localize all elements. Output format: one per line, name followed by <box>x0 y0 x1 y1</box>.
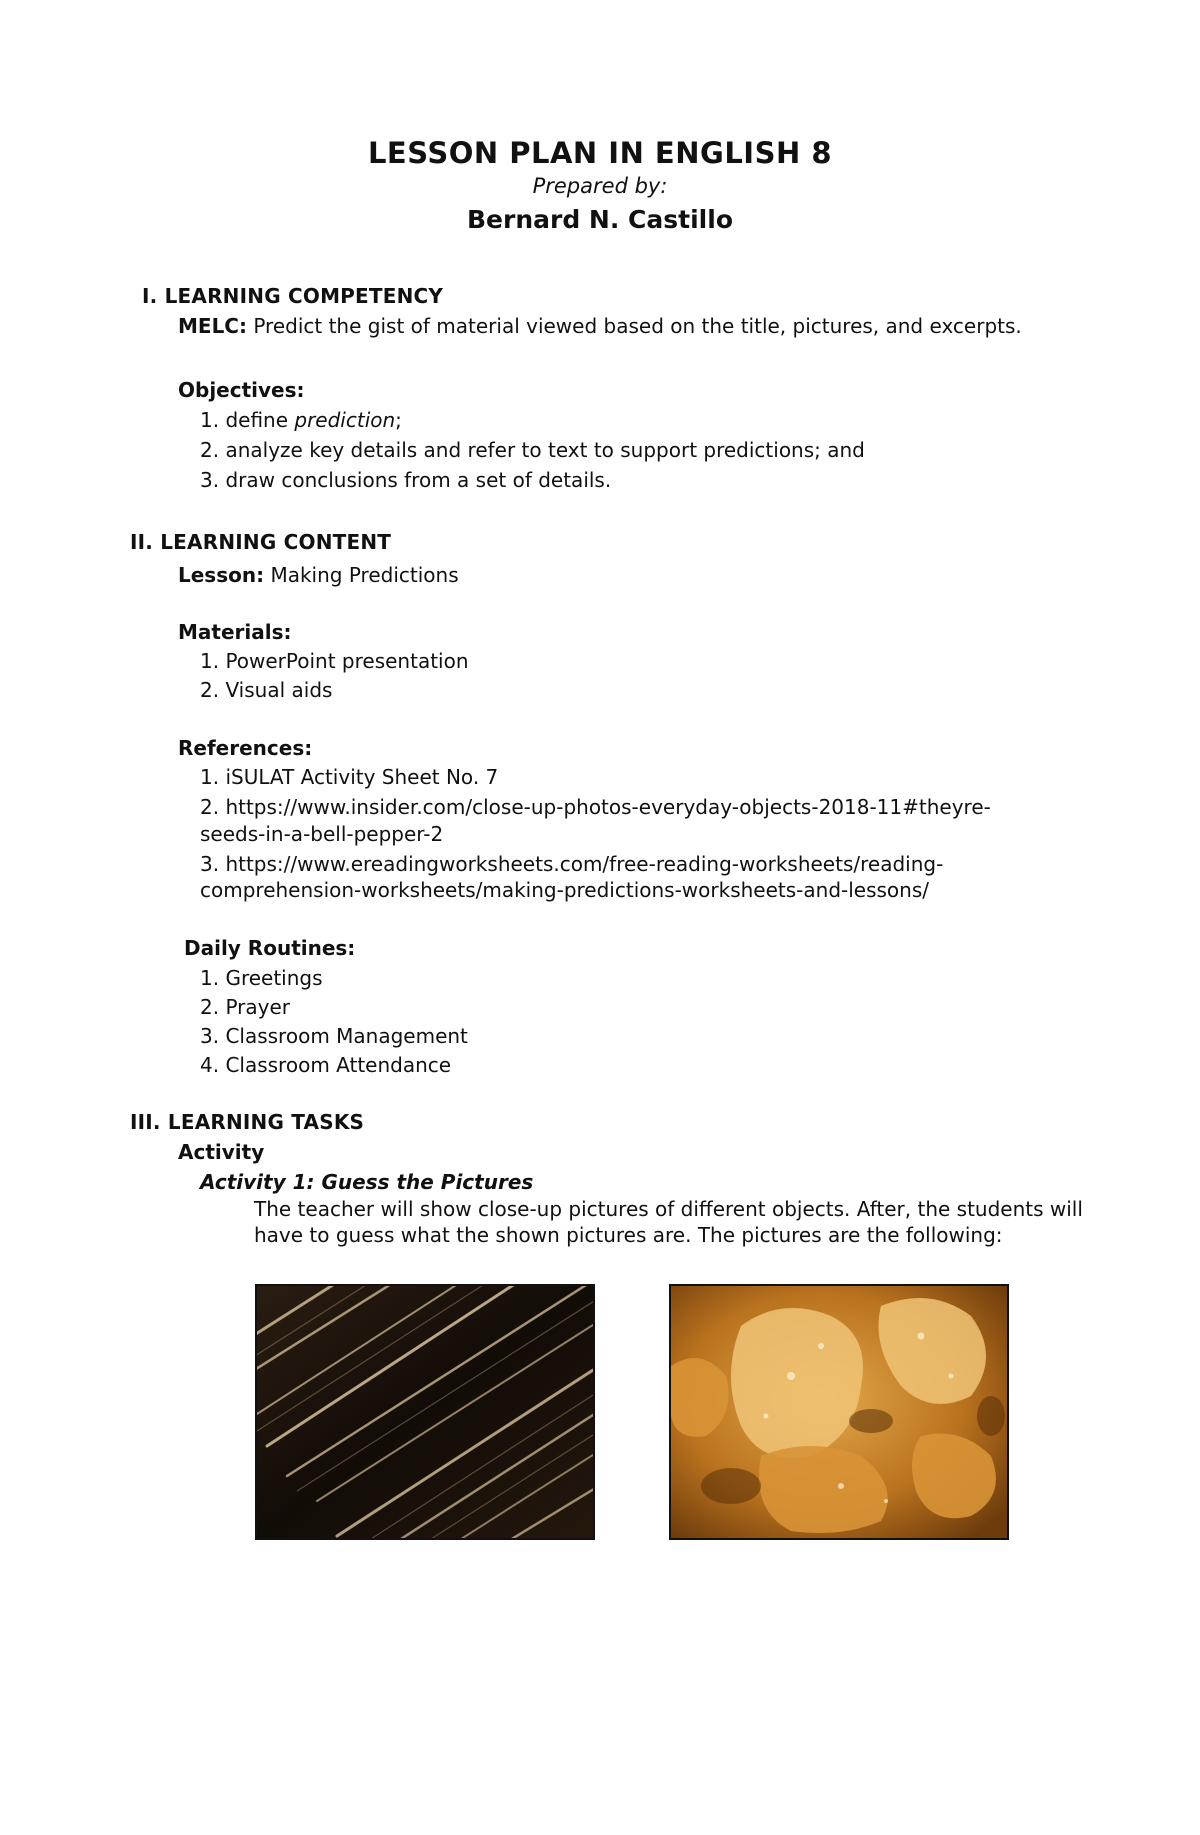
closeup-photo-strands-image <box>257 1286 593 1538</box>
lesson-title: LESSON PLAN IN ENGLISH 8 <box>367 136 833 170</box>
closeup-photo-crispy <box>669 1284 1009 1540</box>
material-item: 2. Visual aids <box>200 678 333 702</box>
melc-text: Predict the gist of material viewed based on the title, pictures, and excerpts. <box>253 314 1022 338</box>
reference-item-continued: comprehension-worksheets/making-predictions-worksheets-and-lessons/ <box>200 878 930 902</box>
closeup-photo-crispy-image <box>671 1286 1007 1538</box>
closeup-photo-strands <box>255 1284 595 1540</box>
section-learning-competency-heading: I. LEARNING COMPETENCY <box>142 284 444 308</box>
lesson-line <box>178 563 459 587</box>
routine-item: 2. Prayer <box>200 995 290 1019</box>
materials-label: Materials: <box>178 620 292 644</box>
reference-item: 2. https://www.insider.com/close-up-photos-everyday-objects-2018-11#theyre- <box>200 795 991 819</box>
references-label: References: <box>178 736 313 760</box>
reference-item: 1. iSULAT Activity Sheet No. 7 <box>200 765 499 789</box>
melc-line <box>178 314 1022 338</box>
prepared-by-label: Prepared by: <box>532 174 668 198</box>
section-learning-tasks-heading: III. LEARNING TASKS <box>130 1110 365 1134</box>
routine-item: 3. Classroom Management <box>200 1024 468 1048</box>
lesson-label: Lesson: <box>178 563 265 587</box>
routine-item: 1. Greetings <box>200 966 323 990</box>
objectives-label: Objectives: <box>178 378 305 402</box>
melc-label: MELC: <box>178 314 247 338</box>
reference-item-continued: seeds-in-a-bell-pepper-2 <box>200 822 444 846</box>
daily-routines-label: Daily Routines: <box>184 936 356 960</box>
material-item: 1. PowerPoint presentation <box>200 649 469 673</box>
objective-item: 1. define prediction; <box>200 408 402 432</box>
routine-item: 4. Classroom Attendance <box>200 1053 452 1077</box>
author-name: Bernard N. Castillo <box>467 205 733 234</box>
activity1-description: The teacher will show close-up pictures of different objects. After, the students will have to guess what the shown pictures are. The pictures are the following: <box>254 1197 1083 1247</box>
objective-item: 2. analyze key details and refer to text to support predictions; and <box>200 438 865 462</box>
objective-item: 3. draw conclusions from a set of details. <box>200 468 612 492</box>
activity1-title: Activity 1: Guess the Pictures <box>200 1170 534 1194</box>
lesson-text: Making Predictions <box>270 563 459 587</box>
reference-item: 3. https://www.ereadingworksheets.com/free-reading-worksheets/reading- <box>200 852 944 876</box>
activity-label: Activity <box>178 1140 265 1164</box>
section-learning-content-heading: II. LEARNING CONTENT <box>130 530 392 554</box>
